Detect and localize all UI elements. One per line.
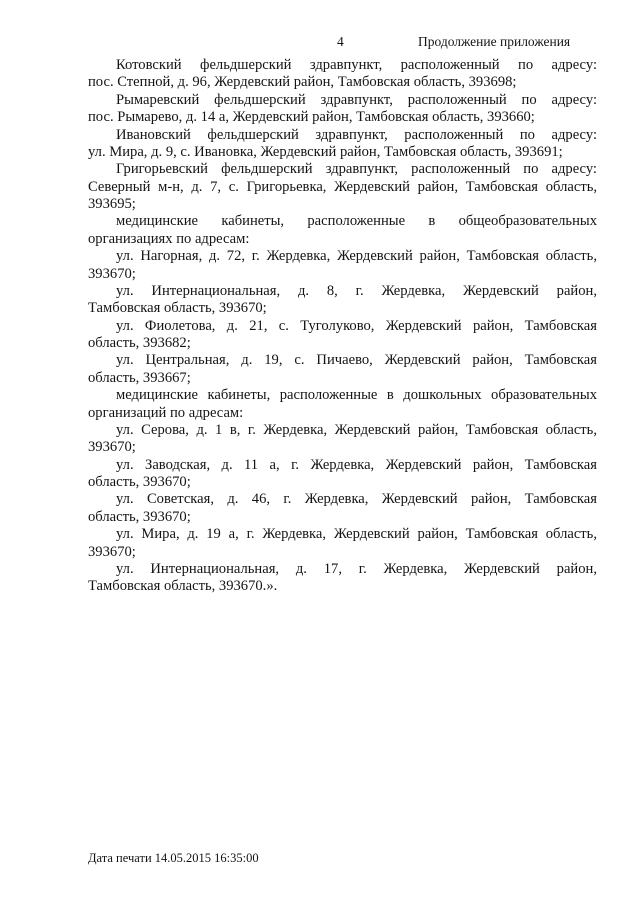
address-item xyxy=(88,318,597,353)
page-number: 4 xyxy=(337,34,344,49)
text-line: 393670; xyxy=(88,543,136,560)
text-line: медицинские кабинеты, расположенные в общеобразовательных xyxy=(116,213,597,230)
text-line: Ивановский фельдшерский здравпункт, расположенный по адресу: xyxy=(116,126,597,143)
document-body xyxy=(88,57,597,596)
text-line: пос. Степной, д. 96, Жердевский район, Тамбовская область, 393698; xyxy=(88,74,517,91)
paragraph-school-cabinets xyxy=(88,213,597,248)
text-line: ул. Заводская, д. 11 а, г. Жердевка, Жердевский район, Тамбовская xyxy=(116,456,597,473)
text-line: Котовский фельдшерский здравпункт, расположенный по адресу: xyxy=(116,57,597,73)
text-line: организаций по адресам: xyxy=(88,404,244,421)
text-line: ул. Советская, д. 46, г. Жердевка, Жердевский район, Тамбовская xyxy=(116,491,597,508)
text-line: ул. Нагорная, д. 72, г. Жердевка, Жердевский район, Тамбовская область, xyxy=(116,248,597,265)
text-line: область, 393667; xyxy=(88,369,191,386)
header-title: Продолжение приложения xyxy=(418,34,571,49)
address-item xyxy=(88,422,597,457)
text-line: Рымаревский фельдшерский здравпункт, расположенный по адресу: xyxy=(116,91,597,108)
paragraph-grigorievsky xyxy=(88,161,597,213)
text-line: область, 393670; xyxy=(88,508,191,525)
text-line: область, 393682; xyxy=(88,335,191,351)
address-item xyxy=(88,352,597,387)
text-line: 393670; xyxy=(88,439,136,456)
address-item xyxy=(88,283,597,318)
text-line: ул. Интернациональная, д. 17, г. Жердевка, Жердевский район, xyxy=(116,560,597,577)
text-line: область, 393670; xyxy=(88,474,191,490)
paragraph-ivanovsky xyxy=(88,127,597,162)
text-line: Северный м-н, д. 7, с. Григорьевка, Жердевский район, Тамбовская область, xyxy=(88,178,597,195)
text-line: ул. Серова, д. 1 в, г. Жердевка, Жердевский район, Тамбовская область, xyxy=(116,421,597,438)
text-line: 393695; xyxy=(88,196,136,212)
text-line: организациях по адресам: xyxy=(88,230,250,247)
address-item xyxy=(88,526,597,561)
text-line: ул. Мира, д. 9, с. Ивановка, Жердевский район, Тамбовская область, 393691; xyxy=(88,143,563,160)
text-line: Тамбовская область, 393670; xyxy=(88,300,267,317)
text-line: Тамбовская область, 393670.». xyxy=(88,578,278,595)
text-line: ул. Центральная, д. 19, с. Пичаево, Жердевский район, Тамбовская xyxy=(116,352,597,369)
text-line: Григорьевский фельдшерский здравпункт, расположенный по адресу: xyxy=(116,161,597,178)
paragraph-rymarevsky xyxy=(88,92,597,127)
text-line: ул. Мира, д. 19 а, г. Жердевка, Жердевский район, Тамбовская область, xyxy=(116,526,597,543)
text-line: медицинские кабинеты, расположенные в дошкольных образовательных xyxy=(116,387,597,404)
address-item xyxy=(88,561,597,596)
text-line: ул. Интернациональная, д. 8, г. Жердевка, Жердевский район, xyxy=(116,282,597,299)
text-line: пос. Рымарево, д. 14 а, Жердевский район, Тамбовская область, 393660; xyxy=(88,109,535,126)
text-line: ул. Фиолетова, д. 21, с. Туголуково, Жердевский район, Тамбовская xyxy=(116,317,597,334)
paragraph-kotovsky xyxy=(88,57,597,92)
print-date: Дата печати 14.05.2015 16:35:00 xyxy=(88,851,259,865)
paragraph-preschool-cabinets xyxy=(88,387,597,422)
address-item xyxy=(88,248,597,283)
text-line: 393670; xyxy=(88,265,136,282)
address-item xyxy=(88,491,597,526)
address-item xyxy=(88,457,597,492)
